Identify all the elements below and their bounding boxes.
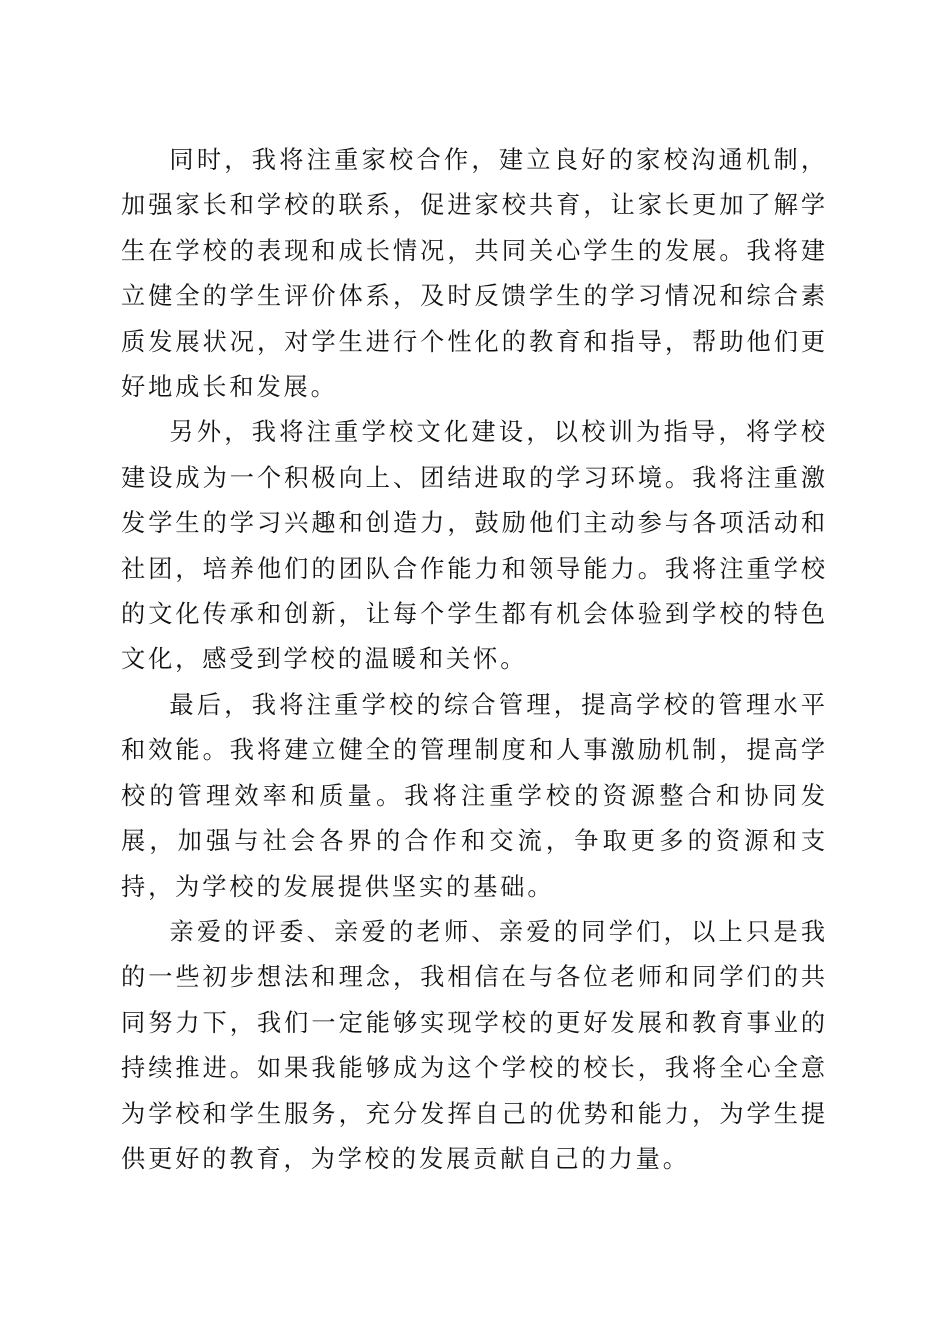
paragraph-comprehensive-management: 最后，我将注重学校的综合管理，提高学校的管理水平和效能。我将建立健全的管理制度和人事激励机制，提高学校的管理效率和质量。我将注重学校的资源整合和协同发展，加强与社会各界的合作和交流，争取更多的资源和支持，为学校的发展提供坚实的基础。 [121, 690, 828, 901]
paragraph-family-school-cooperation: 同时，我将注重家校合作，建立良好的家校沟通机制，加强家长和学校的联系，促进家校共育，让家长更加了解学生在学校的表现和成长情况，共同关心学生的发展。我将建立健全的学生评价体系，及时反馈学生的学习情况和综合素质发展状况，对学生进行个性化的教育和指导，帮助他们更好地成长和发展。 [121, 146, 828, 402]
document-body [121, 138, 828, 1182]
paragraph-closing-remarks: 亲爱的评委、亲爱的老师、亲爱的同学们，以上只是我的一些初步想法和理念，我相信在与各位老师和同学们的共同努力下，我们一定能够实现学校的更好发展和教育事业的持续推进。如果我能够成为这个学校的校长，我将全心全意为学校和学生服务，充分发挥自己的优势和能力，为学生提供更好的教育，为学校的发展贡献自己的力量。 [121, 917, 828, 1173]
paragraph-school-culture: 另外，我将注重学校文化建设，以校训为指导，将学校建设成为一个积极向上、团结进取的学习环境。我将注重激发学生的学习兴趣和创造力，鼓励他们主动参与各项活动和社团，培养他们的团队合作能力和领导能力。我将注重学校的文化传承和创新，让每个学生都有机会体验到学校的特色文化，感受到学校的温暖和关怀。 [121, 418, 828, 674]
